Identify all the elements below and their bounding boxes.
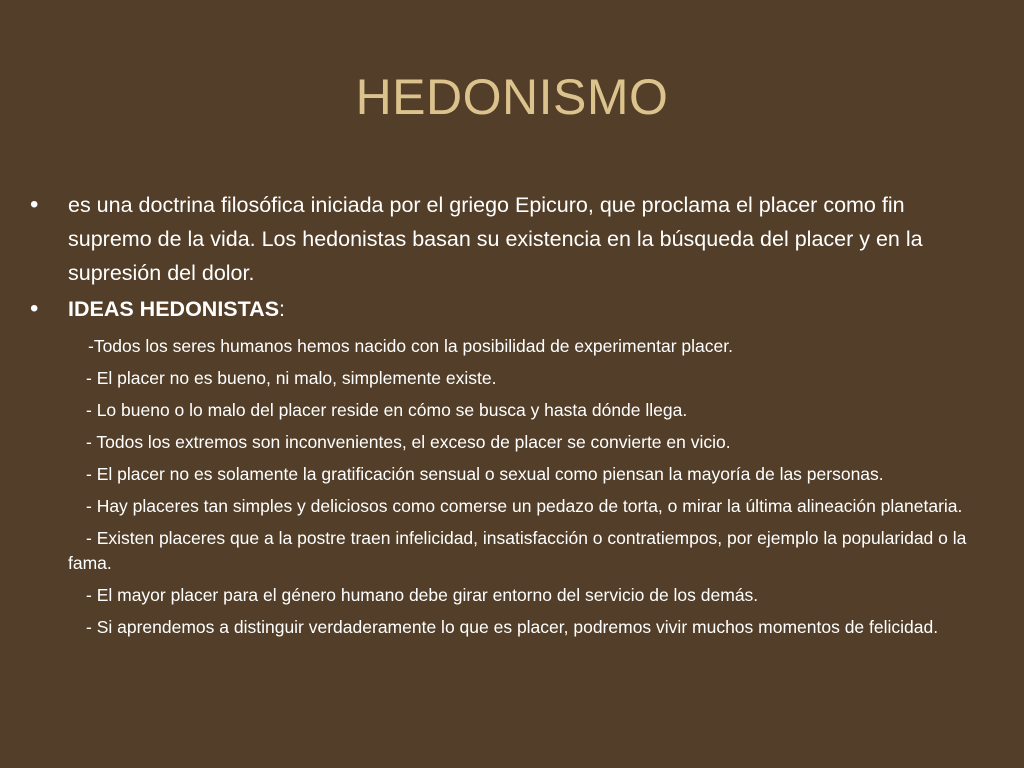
idea-item: - El placer no es solamente la gratificación sensual o sexual como piensan la mayoría de las personas. <box>86 464 884 484</box>
idea-item: - Todos los extremos son inconvenientes, el exceso de placer se convierte en vicio. <box>86 432 731 452</box>
idea-item: - Hay placeres tan simples y deliciosos como comerse un pedazo de torta, o mirar la última alineación planetaria. <box>86 496 963 516</box>
idea-item: - Si aprendemos a distinguir verdaderamente lo que es placer, podremos vivir muchos momentos de felicidad. <box>86 617 939 637</box>
idea-item: - Lo bueno o lo malo del placer reside en cómo se busca y hasta dónde llega. <box>86 400 688 420</box>
idea-item: -Todos los seres humanos hemos nacido con la posibilidad de experimentar placer. <box>88 336 733 356</box>
idea-item: - Existen placeres que a la postre traen infelicidad, insatisfacción o contratiempos, por ejemplo la popularidad o la fama. <box>68 528 967 573</box>
slide-title: HEDONISMO <box>355 69 669 125</box>
bullet-item-definition <box>30 188 990 290</box>
bullet-item-ideas-heading <box>30 292 990 326</box>
definition-text: es una doctrina filosófica iniciada por el griego Epicuro, que proclama el placer como fin supremo de la vida. Los hedonistas basan su existencia en la búsqueda del placer y en la supresión del dolor. <box>68 193 923 285</box>
ideas-heading-colon: : <box>279 297 286 321</box>
bullet-dot-icon: • <box>30 295 39 322</box>
ideas-heading: IDEAS HEDONISTAS <box>68 297 280 321</box>
bullet-list <box>30 188 990 326</box>
ideas-list <box>68 334 992 647</box>
idea-item: - El placer no es bueno, ni malo, simplemente existe. <box>86 368 497 388</box>
bullet-dot-icon: • <box>30 191 39 218</box>
idea-item: - El mayor placer para el género humano debe girar entorno del servicio de los demás. <box>86 585 759 605</box>
